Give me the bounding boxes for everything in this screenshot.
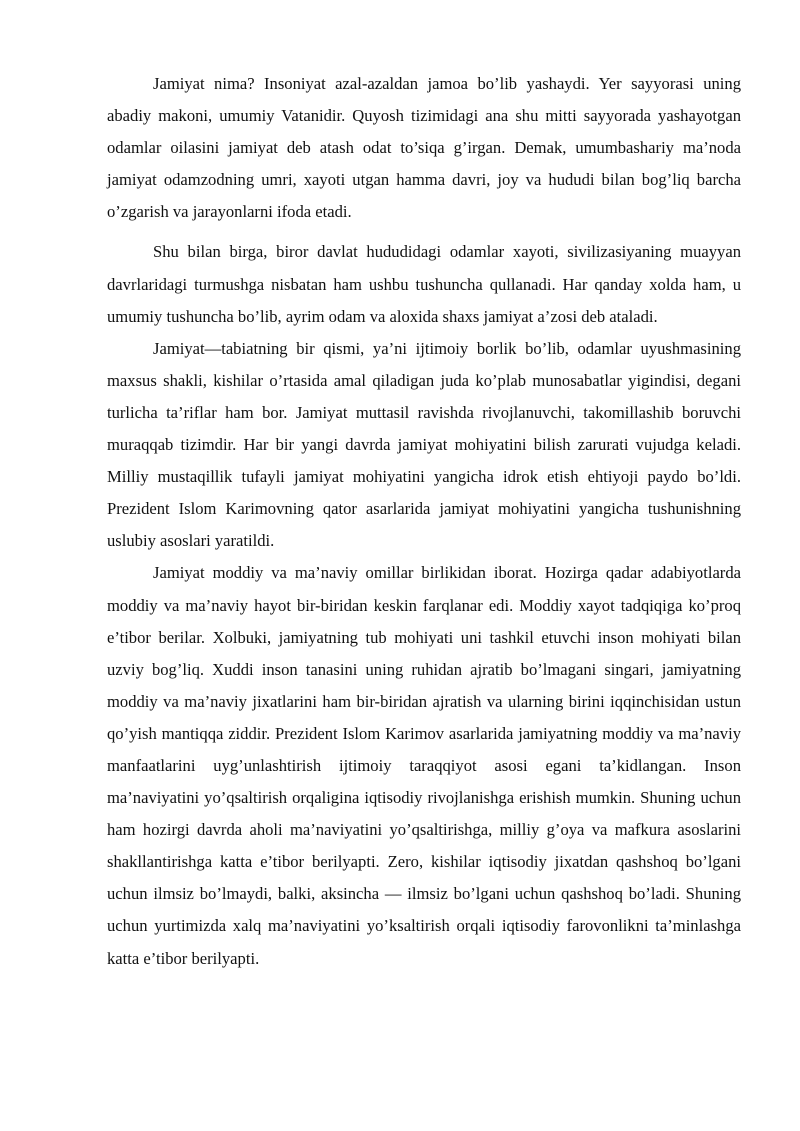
paragraph-jamiyat-moddiy: Jamiyat moddiy va ma’naviy omillar birlikidan iborat. Hozirga qadar adabiyotlarda moddiy va ma’naviy hayot bir-biridan keskin farqlanar edi. Moddiy xayot tadqiqiga ko’proq e’tibor berilar. Xolbuki, jamiyatning tub mohiyati uni tashkil etuvchi inson mohiyati bilan uzviy bog’liq. Xuddi inson tanasini uning ruhidan ajratib bo’lmagani singari, jamiyatning moddiy va ma’naviy jixatlarini ham bir-biridan ajratish va ularning birini iqqinchisidan ustun qo’yish mantiqqa ziddir. Prezident Islom Karimov asarlarida jamiyatning moddiy va ma’naviy manfaatlarini uyg’unlashtirish ijtimoiy taraqqiyot asosi egani ta’kidlangan. Inson ma’naviyatini yo’qsaltirish orqaligina iqtisodiy rivojlanishga erishish mumkin. Shuning uchun ham hozirgi davrda aholi ma’naviyatini yo’qsaltirishga, milliy g’oya va mafkura asoslarini shakllantirishga katta e’tibor berilyapti. Zero, kishilar iqtisodiy jixatdan qashshoq bo’lgani uchun ilmsiz bo’lmaydi, balki, aksincha — ilmsiz bo’lgani uchun qashshoq bo’ladi. Shuning uchun yurtimizda xalq ma’naviyatini yo’ksaltirish orqali iqtisodiy farovonlikni ta’minlashga katta e’tibor berilyapti. (107, 563, 741, 968)
paragraph-shu-bilan-birga: Shu bilan birga, biror davlat hududidagi odamlar xayoti, sivilizasiyaning muayyan davrlaridagi turmushga nisbatan ham ushbu tushuncha qullanadi. Har qanday xolda ham, u umumiy tushuncha bo’lib, ayrim odam va aloxida shaxs jamiyat a’zosi deb ataladi. (107, 242, 741, 326)
document-page (107, 68, 741, 975)
paragraph-jamiyat-nima: Jamiyat nima? Insoniyat azal-azaldan jamoa bo’lib yashaydi. Yer sayyorasi uning abadiy makoni, umumiy Vatanidir. Quyosh tizimidagi ana shu mitti sayyorada yashayotgan odamlar oilasini jamiyat deb atash odat to’siqa g’irgan. Demak, umumbashariy ma’noda jamiyat odamzodning umri, xayoti utgan hamma davri, joy va hududi bilan bog’liq barcha o’zgarish va jarayonlarni ifoda etadi. (107, 74, 741, 222)
paragraph-jamiyat-tabiatning: Jamiyat—tabiatning bir qismi, ya’ni ijtimoiy borlik bo’lib, odamlar uyushmasining maxsus shakli, kishilar o’rtasida amal qiladigan juda ko’plab munosabatlar yigindisi, degani turlicha ta’riflar ham bor. Jamiyat muttasil ravishda rivojlanuvchi, takomillashib boruvchi muraqqab tizimdir. Har bir yangi davrda jamiyat mohiyatini bilish zarurati vujudga keladi. Milliy mustaqillik tufayli jamiyat mohiyatini yangicha idrok etish ehtiyoji paydo bo’ldi. Prezident Islom Karimovning qator asarlarida jamiyat mohiyatini yangicha tushunishning uslubiy asoslari yaratildi. (107, 338, 741, 551)
